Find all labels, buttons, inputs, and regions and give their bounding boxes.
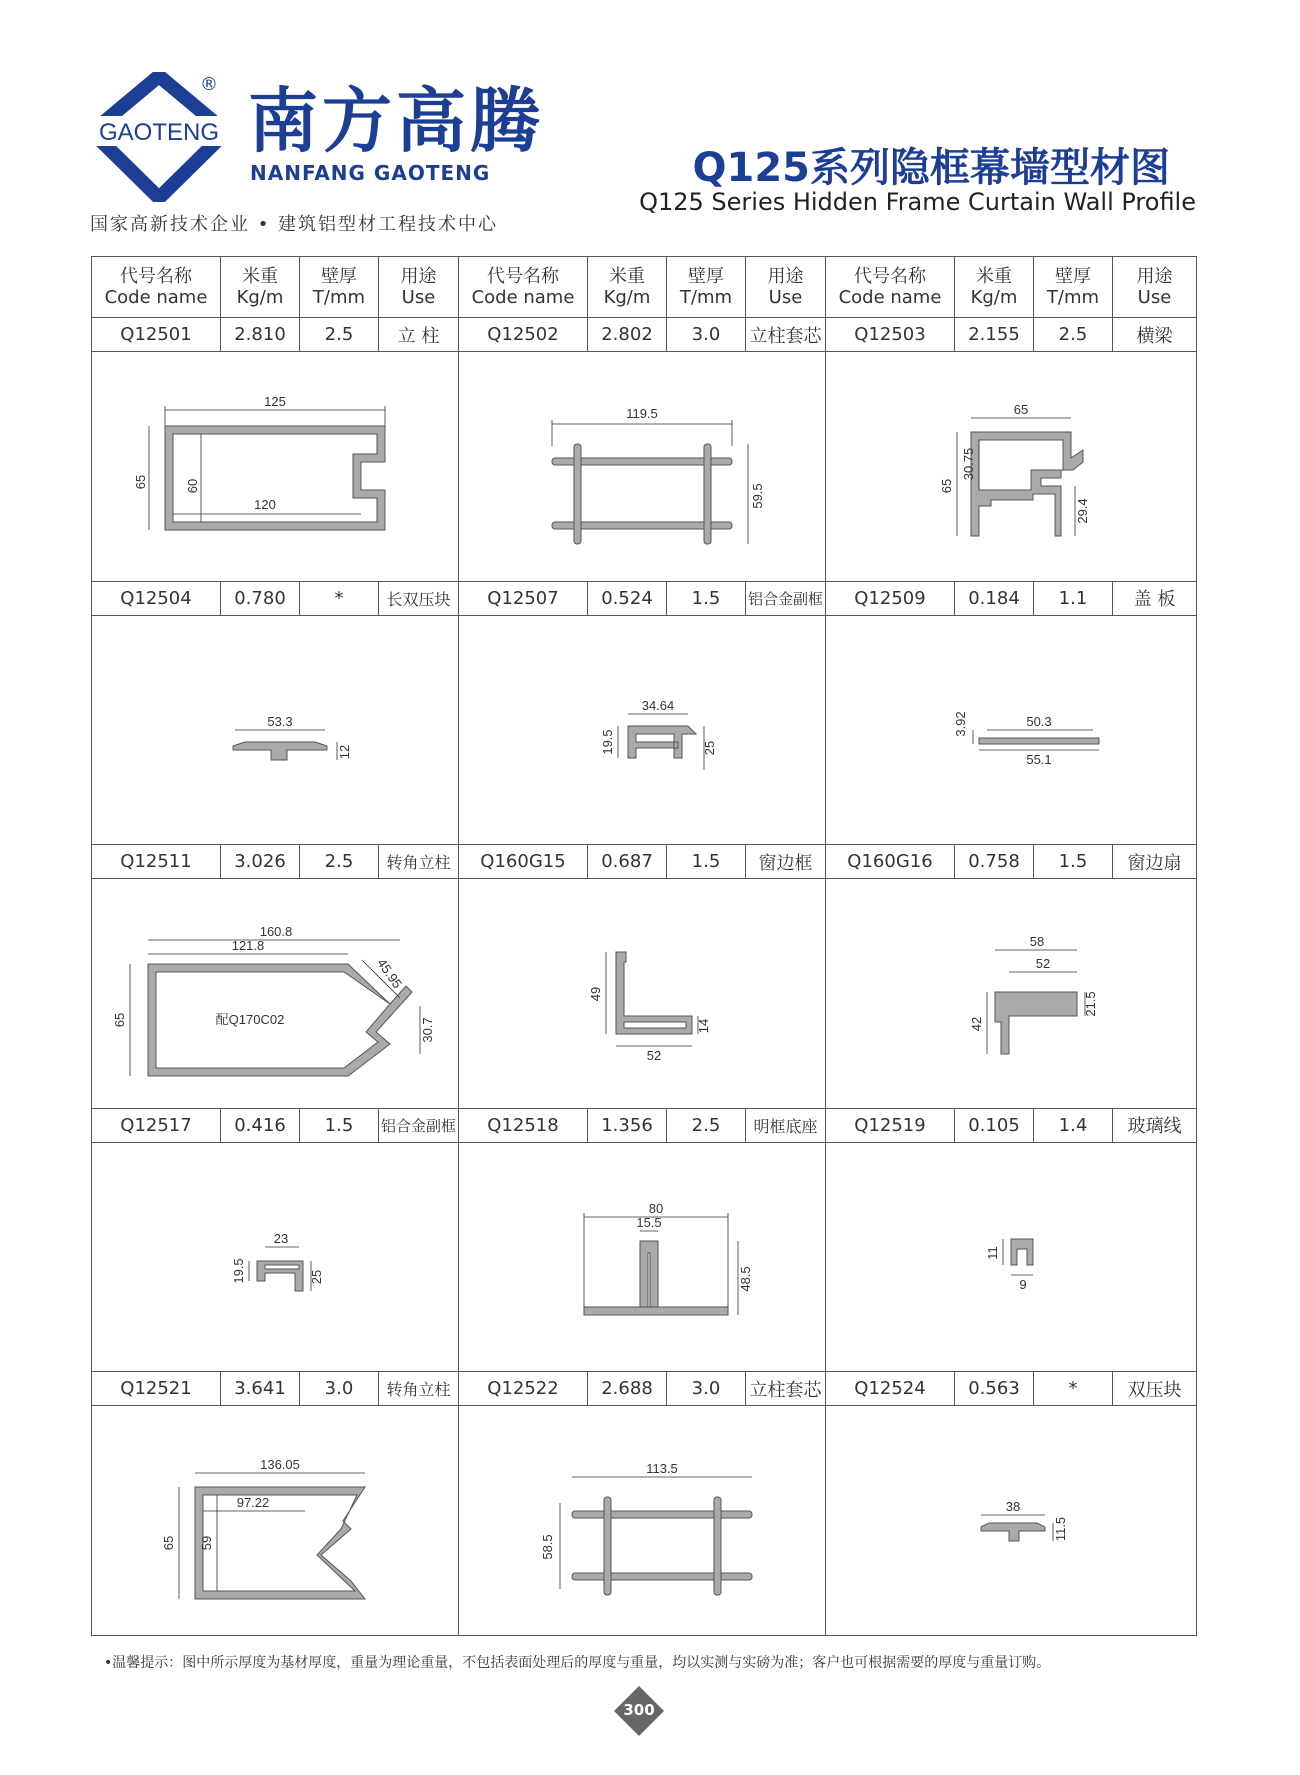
table-row	[92, 1108, 1197, 1142]
brand-name-cn: 南方高腾	[248, 80, 544, 162]
svg-text:65: 65	[161, 1535, 176, 1550]
svg-text:19.5: 19.5	[600, 729, 615, 755]
figure-row	[92, 879, 1197, 1108]
weight-cell: 2.688	[588, 1372, 667, 1406]
use-cell: 明框底座	[746, 1108, 826, 1142]
table-row	[92, 845, 1197, 879]
figure-row	[92, 1406, 1197, 1636]
svg-text:125: 125	[264, 394, 286, 410]
profile-drawing-q12507	[459, 615, 826, 844]
code-cell: Q12522	[459, 1372, 588, 1406]
footnote: •温馨提示：图中所示厚度为基材厚度，重量为理论重量，不包括表面处理后的厚度与重量，均以实测与实磅为准；客户也可根据需要的厚度与重量订购。	[104, 1655, 1051, 1671]
profile-drawing-q160g15	[459, 879, 826, 1108]
svg-text:55.1: 55.1	[1026, 751, 1052, 767]
weight-cell: 3.641	[221, 1372, 300, 1406]
weight-cell: 0.524	[588, 581, 667, 615]
svg-text:23: 23	[273, 1231, 289, 1247]
logo-text: GAOTENG	[98, 119, 220, 146]
code-cell: Q12521	[92, 1372, 221, 1406]
svg-text:65: 65	[112, 1012, 127, 1027]
code-cell: Q12501	[92, 318, 221, 352]
profile-drawing-q12504	[92, 615, 459, 844]
weight-cell: 0.105	[955, 1108, 1034, 1142]
profile-drawing-q12524	[826, 1406, 1197, 1636]
svg-text:14: 14	[696, 1018, 711, 1033]
company-tagline: 国家高新技术企业 • 建筑铝型材工程技术中心	[90, 214, 499, 235]
thickness-cell: 2.5	[1034, 318, 1113, 352]
col-thickness: 壁厚 T/mm	[667, 257, 746, 318]
thickness-cell: 3.0	[300, 1372, 379, 1406]
profile-drawing-q12503	[826, 352, 1197, 581]
thickness-cell: *	[1034, 1372, 1113, 1406]
use-cell: 双压块	[1113, 1372, 1197, 1406]
weight-cell: 0.416	[221, 1108, 300, 1142]
svg-text:29.4: 29.4	[1075, 498, 1090, 525]
use-cell: 铝合金副框	[379, 1108, 459, 1142]
weight-cell: 0.780	[221, 581, 300, 615]
use-cell: 窗边扇	[1113, 845, 1197, 879]
code-cell: Q12502	[459, 318, 588, 352]
table-row	[92, 1372, 1197, 1406]
thickness-cell: 1.5	[1034, 845, 1113, 879]
svg-text:65: 65	[1013, 402, 1029, 418]
svg-text:65: 65	[939, 479, 954, 494]
thickness-cell: 1.5	[300, 1108, 379, 1142]
table-row	[92, 581, 1197, 615]
col-use: 用途 Use	[1113, 257, 1197, 318]
col-code: 代号名称 Code name	[826, 257, 955, 318]
profile-drawing-q12509	[826, 615, 1197, 844]
svg-text:15.5: 15.5	[636, 1215, 662, 1231]
svg-text:52: 52	[646, 1047, 662, 1063]
col-use: 用途 Use	[379, 257, 459, 318]
svg-text:9: 9	[1019, 1277, 1027, 1293]
svg-text:58: 58	[1029, 933, 1045, 949]
svg-text:120: 120	[254, 497, 276, 513]
code-cell: Q12518	[459, 1108, 588, 1142]
weight-cell: 0.184	[955, 581, 1034, 615]
page-number: 300	[623, 1701, 655, 1719]
svg-text:97.22: 97.22	[236, 1494, 270, 1510]
code-cell: Q160G15	[459, 845, 588, 879]
svg-text:34.64: 34.64	[641, 697, 675, 713]
thickness-cell: *	[300, 581, 379, 615]
use-cell: 立柱套芯	[746, 318, 826, 352]
profile-drawing-q12521	[92, 1406, 459, 1636]
brand-name-en: NANFANG GAOTENG	[250, 161, 491, 185]
table-row	[92, 318, 1197, 352]
code-cell: Q12507	[459, 581, 588, 615]
code-cell: Q160G16	[826, 845, 955, 879]
code-cell: Q12524	[826, 1372, 955, 1406]
svg-text:113.5: 113.5	[646, 1460, 678, 1476]
col-code: 代号名称 Code name	[459, 257, 588, 318]
use-cell: 立 柱	[379, 318, 459, 352]
col-thickness: 壁厚 T/mm	[1034, 257, 1113, 318]
thickness-cell: 2.5	[300, 318, 379, 352]
use-cell: 铝合金副框	[746, 581, 826, 615]
col-code: 代号名称 Code name	[92, 257, 221, 318]
page-title-en: Q125 Series Hidden Frame Curtain Wall Profile	[639, 188, 1196, 216]
figure-row	[92, 1142, 1197, 1371]
svg-text:53.3: 53.3	[267, 713, 293, 729]
svg-text:80: 80	[648, 1201, 664, 1217]
svg-text:19.5: 19.5	[231, 1258, 246, 1284]
svg-text:58.5: 58.5	[540, 1534, 555, 1560]
use-cell: 立柱套芯	[746, 1372, 826, 1406]
registered-mark: ®	[200, 74, 218, 95]
profile-table	[91, 256, 1197, 1636]
weight-cell: 2.802	[588, 318, 667, 352]
table-header-row	[92, 257, 1197, 318]
thickness-cell: 2.5	[300, 845, 379, 879]
svg-text:30.7: 30.7	[420, 1016, 435, 1043]
col-weight: 米重 Kg/m	[221, 257, 300, 318]
profile-drawing-q12518	[459, 1142, 826, 1371]
svg-text:11.5: 11.5	[1053, 1516, 1068, 1541]
svg-text:59: 59	[199, 1535, 214, 1550]
weight-cell: 0.758	[955, 845, 1034, 879]
col-weight: 米重 Kg/m	[955, 257, 1034, 318]
code-cell: Q12504	[92, 581, 221, 615]
code-cell: Q12517	[92, 1108, 221, 1142]
svg-text:25: 25	[702, 740, 717, 756]
svg-text:48.5: 48.5	[738, 1266, 753, 1292]
thickness-cell: 1.5	[667, 581, 746, 615]
thickness-cell: 3.0	[667, 318, 746, 352]
page-number-badge	[614, 1686, 664, 1736]
profile-drawing-q12502	[459, 352, 826, 581]
thickness-cell: 1.5	[667, 845, 746, 879]
svg-text:11: 11	[985, 1246, 1000, 1260]
profile-drawing-q12501	[92, 352, 459, 581]
weight-cell: 0.563	[955, 1372, 1034, 1406]
thickness-cell: 2.5	[667, 1108, 746, 1142]
use-cell: 玻璃线	[1113, 1108, 1197, 1142]
profile-drawing-q12519	[826, 1142, 1197, 1371]
svg-text:42: 42	[969, 1016, 984, 1031]
svg-text:119.5: 119.5	[626, 406, 658, 422]
svg-text:65: 65	[133, 475, 148, 490]
svg-text:配Q170C02: 配Q170C02	[215, 1011, 285, 1027]
svg-text:38: 38	[1005, 1498, 1021, 1514]
profile-drawing-q12517	[92, 1142, 459, 1371]
weight-cell: 2.155	[955, 318, 1034, 352]
svg-text:21.5: 21.5	[1083, 990, 1098, 1017]
use-cell: 转角立柱	[379, 1372, 459, 1406]
weight-cell: 0.687	[588, 845, 667, 879]
col-use: 用途 Use	[746, 257, 826, 318]
code-cell: Q12519	[826, 1108, 955, 1142]
figure-row	[92, 615, 1197, 844]
use-cell: 盖 板	[1113, 581, 1197, 615]
thickness-cell: 1.4	[1034, 1108, 1113, 1142]
use-cell: 长双压块	[379, 581, 459, 615]
svg-text:25: 25	[309, 1269, 324, 1285]
weight-cell: 1.356	[588, 1108, 667, 1142]
use-cell: 窗边框	[746, 845, 826, 879]
svg-text:3.92: 3.92	[953, 711, 968, 737]
figure-row	[92, 352, 1197, 581]
svg-text:50.3: 50.3	[1026, 713, 1052, 729]
code-cell: Q12503	[826, 318, 955, 352]
code-cell: Q12509	[826, 581, 955, 615]
use-cell: 转角立柱	[379, 845, 459, 879]
profile-drawing-q12522	[459, 1406, 826, 1636]
page-title-cn: Q125系列隐框幕墙型材图	[692, 145, 1170, 191]
svg-text:121.8: 121.8	[231, 937, 265, 953]
col-thickness: 壁厚 T/mm	[300, 257, 379, 318]
weight-cell: 2.810	[221, 318, 300, 352]
svg-text:160.8: 160.8	[259, 923, 293, 939]
profile-drawing-q12511	[92, 879, 459, 1108]
thickness-cell: 3.0	[667, 1372, 746, 1406]
svg-text:60: 60	[185, 479, 200, 494]
use-cell: 横梁	[1113, 318, 1197, 352]
svg-text:12: 12	[337, 744, 352, 760]
thickness-cell: 1.1	[1034, 581, 1113, 615]
svg-text:45.95: 45.95	[374, 955, 406, 991]
code-cell: Q12511	[92, 845, 221, 879]
col-weight: 米重 Kg/m	[588, 257, 667, 318]
svg-text:49: 49	[588, 986, 603, 1001]
profile-drawing-q160g16	[826, 879, 1197, 1108]
svg-text:136.05: 136.05	[260, 1456, 300, 1472]
svg-text:52: 52	[1035, 955, 1051, 971]
weight-cell: 3.026	[221, 845, 300, 879]
svg-text:59.5: 59.5	[750, 483, 765, 510]
svg-text:30.75: 30.75	[961, 448, 976, 481]
